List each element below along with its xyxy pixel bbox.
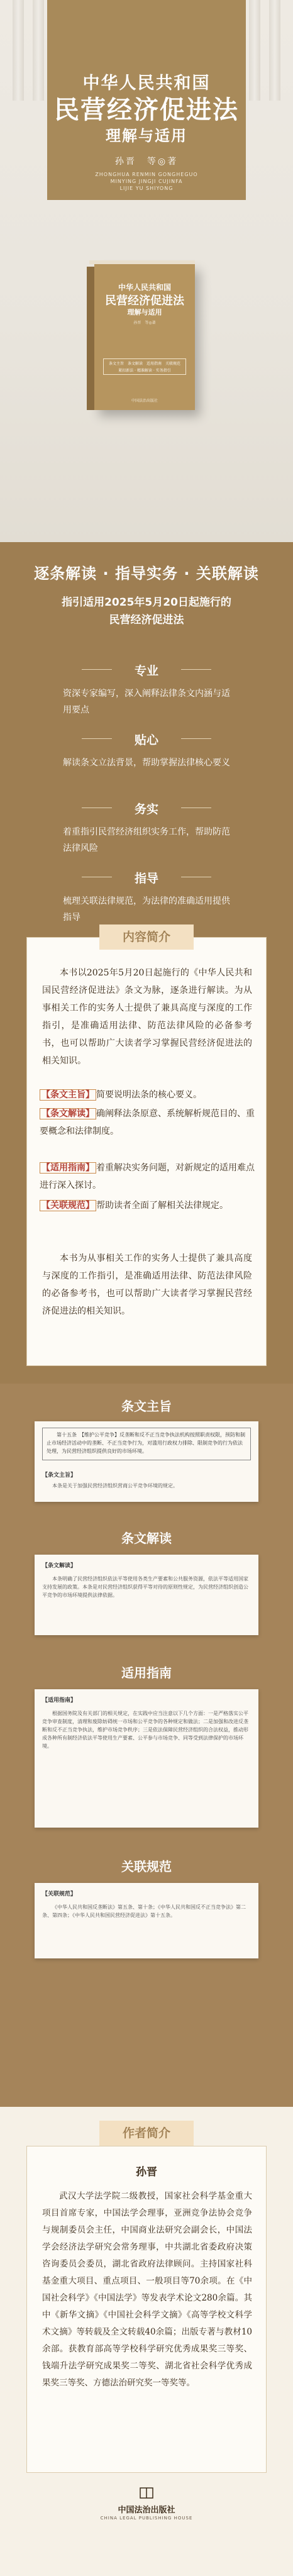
pillar-decoration	[269, 0, 280, 101]
book-author: 孙晋 等◎著	[133, 321, 156, 325]
cover-title-line2: 民营经济促进法	[54, 95, 239, 125]
pillar-decoration	[33, 0, 44, 101]
legend-text: 简要说明法条的核心要义。	[96, 1090, 202, 1100]
banner-subtitle	[0, 594, 293, 629]
card-text: 本条是关于加强民营经济组织营商公平竞争环境的规定。	[52, 1483, 178, 1489]
book-feature-box	[103, 358, 186, 375]
sample-card	[35, 1689, 258, 1828]
feature-desc: 梳理关联法律规范，为法律的准确适用提供指导	[63, 896, 230, 923]
intro-paragraph: 本书为从事相关工作的实务人士提供了兼具高度与深度的工作指引，是准确适用法律、防范法律风险的必备参考书，也可以帮助广大读者学习掌握民营经济促进法的相关知识。	[42, 1253, 252, 1316]
card-label: 【关联规范】	[42, 1891, 77, 1897]
legend-tag: 【条文主旨】	[40, 1089, 96, 1101]
legend-tag: 【关联规范】	[40, 1200, 96, 1211]
feature-name: 务实	[134, 802, 158, 816]
publisher-name: 中国法治出版社	[118, 2506, 175, 2515]
legend-item	[40, 1197, 255, 1214]
author-section	[0, 2121, 293, 2576]
legend-tag: 【适用指南】	[40, 1162, 96, 1174]
card-text: 本条明确了民营经济组织依法平等使用各类生产要素和公共服务资源，依法平等适用国家支持发展的政策。本条是对民营经济组织获得平等对待的原则性规定，为民营经济组织创造公平竞争的市场环境提供法律依据。	[42, 1576, 248, 1598]
book-title-line1: 中华人民共和国	[118, 283, 171, 292]
banner-title: 逐条解读 · 指导实务 · 关联解读	[34, 565, 259, 582]
feature-name: 贴心	[134, 733, 158, 747]
author-bio: 武汉大学法学院二级教授，国家社会科学基金重大项目首席专家，中国法学会理事，亚洲竞争法协会竞争与规制委员会主任，中国商业法研究会副会长，中国法学会经济法学研究会常务理事，中共湖北省委政府决策咨询委员会委员，湖北省政府法律顾问。主持国家社科基金重大项目、重点项目、一般项目等70余项。在《中国社会科学》《中国法学》等发表学术论文280余篇。其中《新华文摘》《中国社会科学文摘》《高等学校文科学术文摘》等转载及全文转载40余篇；出版专著与教材10余部。获教育部高等学校科学研究优秀成果奖三等奖、钱端升法学研究成果奖二等奖、湖北省社会科学优秀成果奖三等奖、方德法治研究奖一等奖等。	[42, 2191, 252, 2388]
cover-author: 孙晋 等◎著	[114, 157, 179, 167]
samples-section	[0, 1384, 293, 2107]
legend-item	[40, 1086, 255, 1104]
book-top-edge	[89, 260, 195, 264]
pinyin-line: MINYING JINGJI CUJINFA	[110, 179, 183, 184]
card-label: 【条文解读】	[42, 1563, 77, 1569]
legend-text: 帮助读者全面了解相关法律规定。	[96, 1201, 228, 1211]
book-title-line3: 理解与适用	[127, 308, 162, 316]
pinyin-line: ZHONGHUA RENMIN GONGHEGUO	[95, 172, 198, 177]
feature-name: 指导	[134, 872, 158, 886]
book-image	[94, 264, 195, 410]
banner-subtitle-line: 指引适用2025年5月20日起施行的	[62, 596, 231, 609]
cover-pinyin	[47, 171, 246, 192]
divider-line	[181, 669, 211, 670]
pinyin-line: LIJIE YU SHIYONG	[119, 186, 174, 191]
sample-card	[35, 1883, 258, 1958]
card-text: 根据国务院及有关部门的相关规定，在实践中应当注意以下几个方面：一是严格落实公平竞争审查制度，清理和废除妨碍统一市场和公平竞争的各种规定和做法；二是加强和改进反垄断和反不正当竞争执法，维护市场竞争秩序；三是依法保障民营经济组织的合法权益，推动形成各种所有制经济依法平等使用生产要素、公平参与市场竞争、同等受到法律保护的市场环境。	[42, 1711, 248, 1749]
author-name: 孙晋	[136, 2166, 157, 2179]
article-box: 第十五条 【维护公平竞争】反垄断和反不正当竞争执法机构按照职责权限，预防和制止市场经济活动中的垄断、不正当竞争行为，对滥用行政权力排除、限制竞争的行为依法处理，为民营经济组织提供良好的市场环境。	[42, 1428, 251, 1460]
banner-subtitle-line: 民营经济促进法	[109, 614, 184, 626]
book-spine	[87, 267, 94, 410]
pillar-decoration	[13, 0, 24, 101]
publisher-name-en: CHINA LEGAL PUBLISHING HOUSE	[100, 2516, 193, 2521]
cover-title-line3: 理解与适用	[106, 126, 187, 145]
book-box-line: 条文主旨 条文解读 适用指南 关联规范	[108, 362, 180, 366]
intro-panel	[26, 937, 267, 1366]
hero-section	[0, 0, 293, 542]
legend-item	[40, 1105, 255, 1140]
sample-heading: 关联规范	[121, 1859, 172, 1874]
intro-paragraph: 本书以2025年5月20日起施行的《中华人民共和国民营经济促进法》条文为脉，逐条进行解读。为从事相关工作的实务人士提供了兼具高度与深度的工作指引，是准确适用法律、防范法律风险的必备参考书，也可以帮助广大读者学习掌握民营经济促进法的相关知识。	[42, 968, 252, 1066]
pillar-decoration	[249, 0, 260, 101]
card-text: 《中华人民共和国反垄断法》第五条、第十条；《中华人民共和国反不正当竞争法》第二条、第四条；《中华人民共和国民营经济促进法》第十五条。	[42, 1904, 246, 1918]
feature-desc: 解读条文立法背景，帮助掌握法律核心要义	[63, 758, 230, 768]
cover-title-card	[47, 0, 246, 200]
card-label: 【适用指南】	[42, 1697, 77, 1704]
legend-text: 着重解决实务问题，对新规定的适用难点进行深入探讨。	[40, 1163, 255, 1191]
cover-title-line1: 中华人民共和国	[82, 74, 211, 93]
book-title-line2: 民营经济促进法	[105, 294, 184, 308]
legend-item	[40, 1159, 255, 1194]
legend-tag: 【条文解读】	[40, 1108, 96, 1119]
book-box-line: 紧扣新法 · 精准解读 · 实务指引	[118, 369, 171, 373]
sample-heading: 条文主旨	[121, 1399, 172, 1414]
sample-card	[35, 1421, 258, 1502]
book-publisher: 中国法治出版社	[131, 399, 158, 403]
author-tab: 作者简介	[99, 2121, 194, 2146]
feature-desc: 资深专家编写，深入阐释法律条文内涵与适用要点	[63, 689, 230, 715]
feature-name: 专业	[134, 664, 158, 678]
divider-line	[181, 738, 211, 739]
author-panel	[26, 2146, 267, 2473]
sample-heading: 适用指南	[121, 1665, 172, 1680]
feature-desc: 着重指引民营经济组织实务工作，帮助防范法律风险	[63, 827, 230, 853]
intro-tab: 内容简介	[99, 924, 194, 950]
sample-heading: 条文解读	[121, 1531, 172, 1546]
sample-card	[35, 1555, 258, 1635]
card-label: 【条文主旨】	[42, 1472, 77, 1479]
publisher-logo-icon	[139, 2487, 154, 2499]
legend-text: 确阐释法条原意、系统解析规范目的、重要概念和法律制度。	[40, 1109, 255, 1136]
